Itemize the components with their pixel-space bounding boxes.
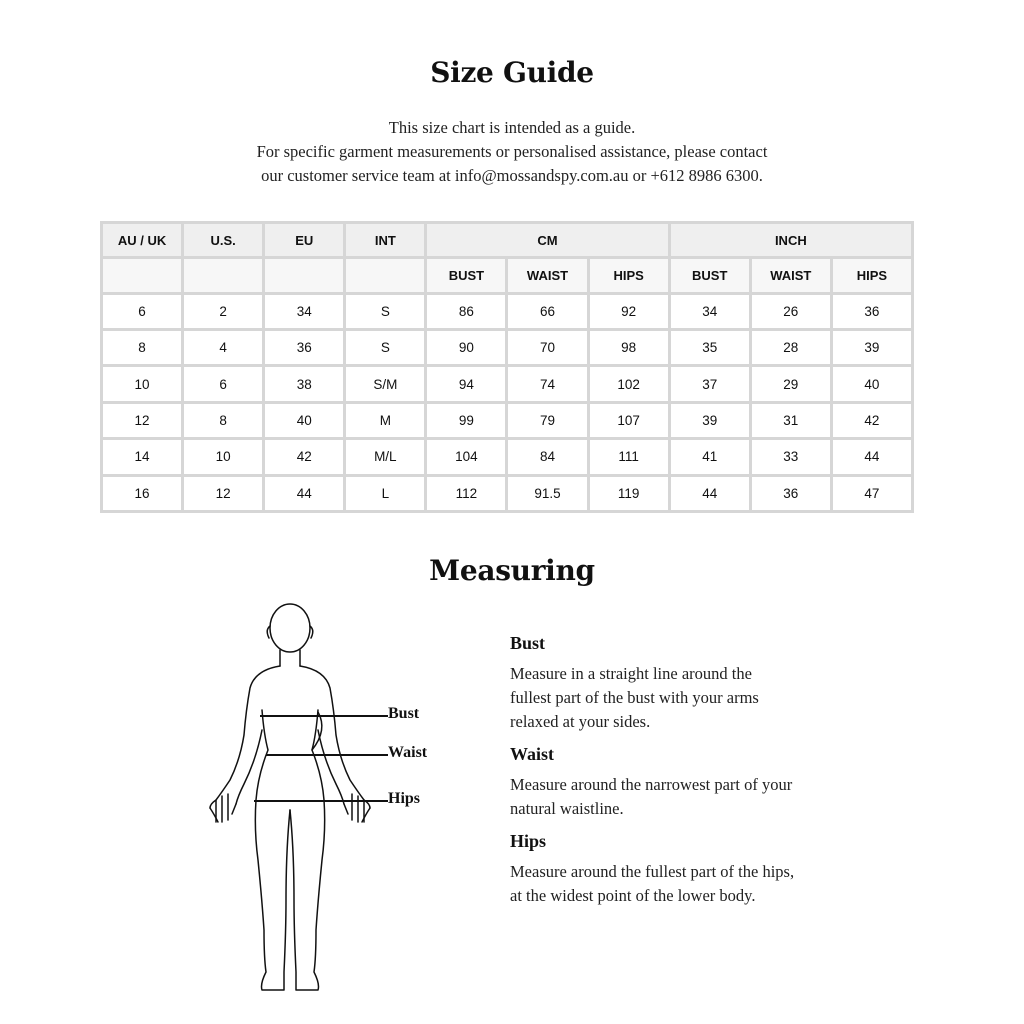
bust-heading: Bust: [510, 633, 546, 653]
table-cell: 79: [508, 404, 586, 437]
table-cell: 98: [590, 331, 668, 364]
table-cell: 112: [427, 477, 505, 510]
table-cell: 44: [671, 477, 749, 510]
table-cell: 6: [184, 367, 262, 400]
table-cell: 29: [752, 367, 830, 400]
table-cell: M/L: [346, 440, 424, 473]
table-row: [103, 367, 911, 400]
figure-label-bust: Bust: [388, 705, 420, 722]
table-cell: 102: [590, 367, 668, 400]
table-cell: 70: [508, 331, 586, 364]
table-cell: 28: [752, 331, 830, 364]
table-cell: 44: [265, 477, 343, 510]
table-cell: 10: [184, 440, 262, 473]
table-row: [103, 295, 911, 328]
table-row: [103, 331, 911, 364]
empty-header-cell: [346, 259, 424, 291]
table-cell: 2: [184, 295, 262, 328]
bust-section: [510, 633, 840, 734]
table-cell: 99: [427, 404, 505, 437]
page-title: Size Guide: [430, 56, 594, 89]
hips-line: at the widest point of the lower body.: [510, 886, 756, 905]
table-cell: 47: [833, 477, 911, 510]
table-cell: 8: [184, 404, 262, 437]
table-cell: 104: [427, 440, 505, 473]
table-cell: 94: [427, 367, 505, 400]
subheader-cm-hips: HIPS: [590, 259, 668, 291]
subheader-inch-hips: HIPS: [833, 259, 911, 291]
column-header-us: U.S.: [184, 224, 262, 256]
table-cell: 8: [103, 331, 181, 364]
hips-line: Measure around the fullest part of the hips,: [510, 862, 795, 881]
intro-line: For specific garment measurements or personalised assistance, please contact: [256, 142, 768, 161]
waist-line: Measure around the narrowest part of your: [510, 775, 793, 794]
table-cell: 33: [752, 440, 830, 473]
body-outline-illustration: [200, 600, 460, 1000]
figure-label-waist: Waist: [388, 744, 428, 761]
table-cell: 39: [833, 331, 911, 364]
table-cell: 84: [508, 440, 586, 473]
figure-label-hips: Hips: [388, 790, 421, 807]
table-cell: 36: [752, 477, 830, 510]
body-figure: [200, 600, 460, 1000]
table-cell: S/M: [346, 367, 424, 400]
table-cell: 38: [265, 367, 343, 400]
bust-line: relaxed at your sides.: [510, 712, 651, 731]
table-cell: 90: [427, 331, 505, 364]
empty-header-cell: [265, 259, 343, 291]
hips-section: [510, 831, 840, 908]
table-cell: 14: [103, 440, 181, 473]
table-cell: L: [346, 477, 424, 510]
table-cell: 74: [508, 367, 586, 400]
table-row: [103, 477, 911, 510]
waist-line: natural waistline.: [510, 799, 624, 818]
table-cell: 4: [184, 331, 262, 364]
table-cell: 40: [265, 404, 343, 437]
column-header-eu: EU: [265, 224, 343, 256]
table-cell: 35: [671, 331, 749, 364]
bust-line: Measure in a straight line around the: [510, 664, 752, 683]
group-header-inch: INCH: [671, 224, 911, 256]
table-cell: 41: [671, 440, 749, 473]
table-cell: 40: [833, 367, 911, 400]
empty-header-cell: [184, 259, 262, 291]
intro-text: [0, 116, 1024, 188]
column-header-au-uk: AU / UK: [103, 224, 181, 256]
table-cell: 39: [671, 404, 749, 437]
table-row: [103, 404, 911, 437]
table-cell: 37: [671, 367, 749, 400]
intro-line: our customer service team at info@mossandspy.com.au or +612 8986 6300.: [261, 166, 763, 185]
table-cell: 92: [590, 295, 668, 328]
table-cell: 6: [103, 295, 181, 328]
table-cell: 31: [752, 404, 830, 437]
table-cell: 66: [508, 295, 586, 328]
table-cell: 91.5: [508, 477, 586, 510]
measuring-title: Measuring: [429, 554, 595, 587]
table-body: [103, 295, 911, 510]
table-cell: 119: [590, 477, 668, 510]
intro-line: This size chart is intended as a guide.: [388, 118, 636, 137]
subheader-cm-bust: BUST: [427, 259, 505, 291]
subheader-cm-waist: WAIST: [508, 259, 586, 291]
table-row: [103, 440, 911, 473]
table-cell: 12: [184, 477, 262, 510]
table-cell: 36: [833, 295, 911, 328]
table-cell: 111: [590, 440, 668, 473]
table-cell: 10: [103, 367, 181, 400]
table-cell: 107: [590, 404, 668, 437]
table-cell: 16: [103, 477, 181, 510]
table-cell: M: [346, 404, 424, 437]
table-cell: S: [346, 295, 424, 328]
table-cell: 44: [833, 440, 911, 473]
table-cell: S: [346, 331, 424, 364]
table-cell: 26: [752, 295, 830, 328]
subheader-inch-waist: WAIST: [752, 259, 830, 291]
table-subheader-row: [103, 259, 911, 291]
table-cell: 86: [427, 295, 505, 328]
group-header-cm: CM: [427, 224, 667, 256]
size-table: [100, 221, 914, 513]
table-cell: 36: [265, 331, 343, 364]
empty-header-cell: [103, 259, 181, 291]
column-header-int: INT: [346, 224, 424, 256]
table-cell: 34: [265, 295, 343, 328]
subheader-inch-bust: BUST: [671, 259, 749, 291]
waist-heading: Waist: [510, 744, 555, 764]
bust-line: fullest part of the bust with your arms: [510, 688, 759, 707]
waist-section: [510, 744, 840, 821]
table-cell: 34: [671, 295, 749, 328]
hips-heading: Hips: [510, 831, 547, 851]
table-cell: 42: [265, 440, 343, 473]
table-cell: 12: [103, 404, 181, 437]
table-header-row: [103, 224, 911, 256]
table-cell: 42: [833, 404, 911, 437]
